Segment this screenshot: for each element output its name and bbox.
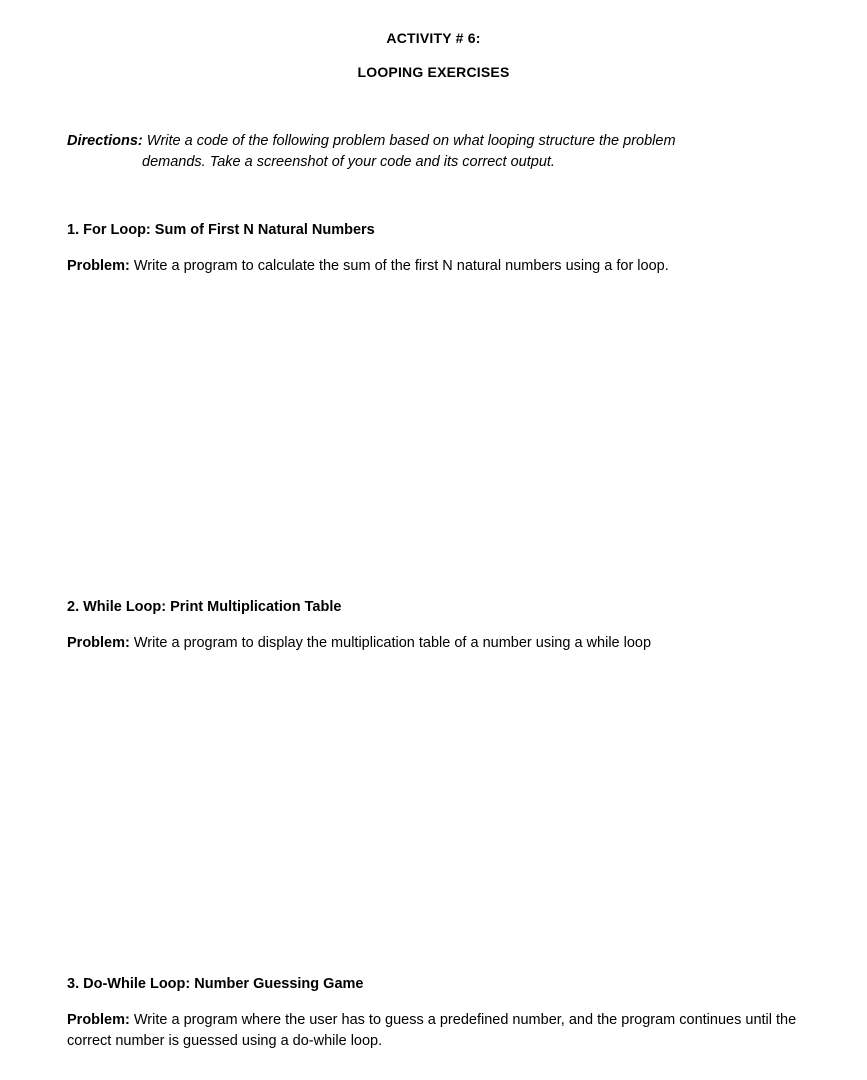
directions-text-line2: demands. Take a screenshot of your code and its correct output. bbox=[142, 154, 555, 170]
problem-text: Write a program to display the multiplication table of a number using a while loop bbox=[133, 635, 652, 651]
activity-subtitle: LOOPING EXERCISES bbox=[357, 64, 510, 80]
problem-for-loop bbox=[67, 256, 797, 277]
problem-text: Write a program to calculate the sum of the first N natural numbers using a for loop. bbox=[133, 258, 669, 274]
problem-label: Problem: bbox=[67, 635, 130, 651]
problem-while-loop bbox=[67, 633, 797, 654]
problem-text: Write a program where the user has to guess a predefined number, and the program continues until the correct number is guessed using a do-while loop. bbox=[67, 1012, 797, 1049]
directions-paragraph bbox=[67, 131, 807, 173]
directions-text-line1: Write a code of the following problem based on what looping structure the problem bbox=[146, 133, 676, 149]
section-heading-while-loop: 2. While Loop: Print Multiplication Table bbox=[67, 599, 342, 615]
activity-title: ACTIVITY # 6: bbox=[386, 30, 481, 46]
problem-label: Problem: bbox=[67, 1012, 130, 1028]
problem-do-while-loop bbox=[67, 1010, 797, 1052]
problem-label: Problem: bbox=[67, 258, 130, 274]
directions-label: Directions: bbox=[67, 133, 143, 149]
section-heading-do-while-loop: 3. Do-While Loop: Number Guessing Game bbox=[67, 976, 364, 992]
section-heading-for-loop: 1. For Loop: Sum of First N Natural Numbers bbox=[67, 222, 375, 238]
